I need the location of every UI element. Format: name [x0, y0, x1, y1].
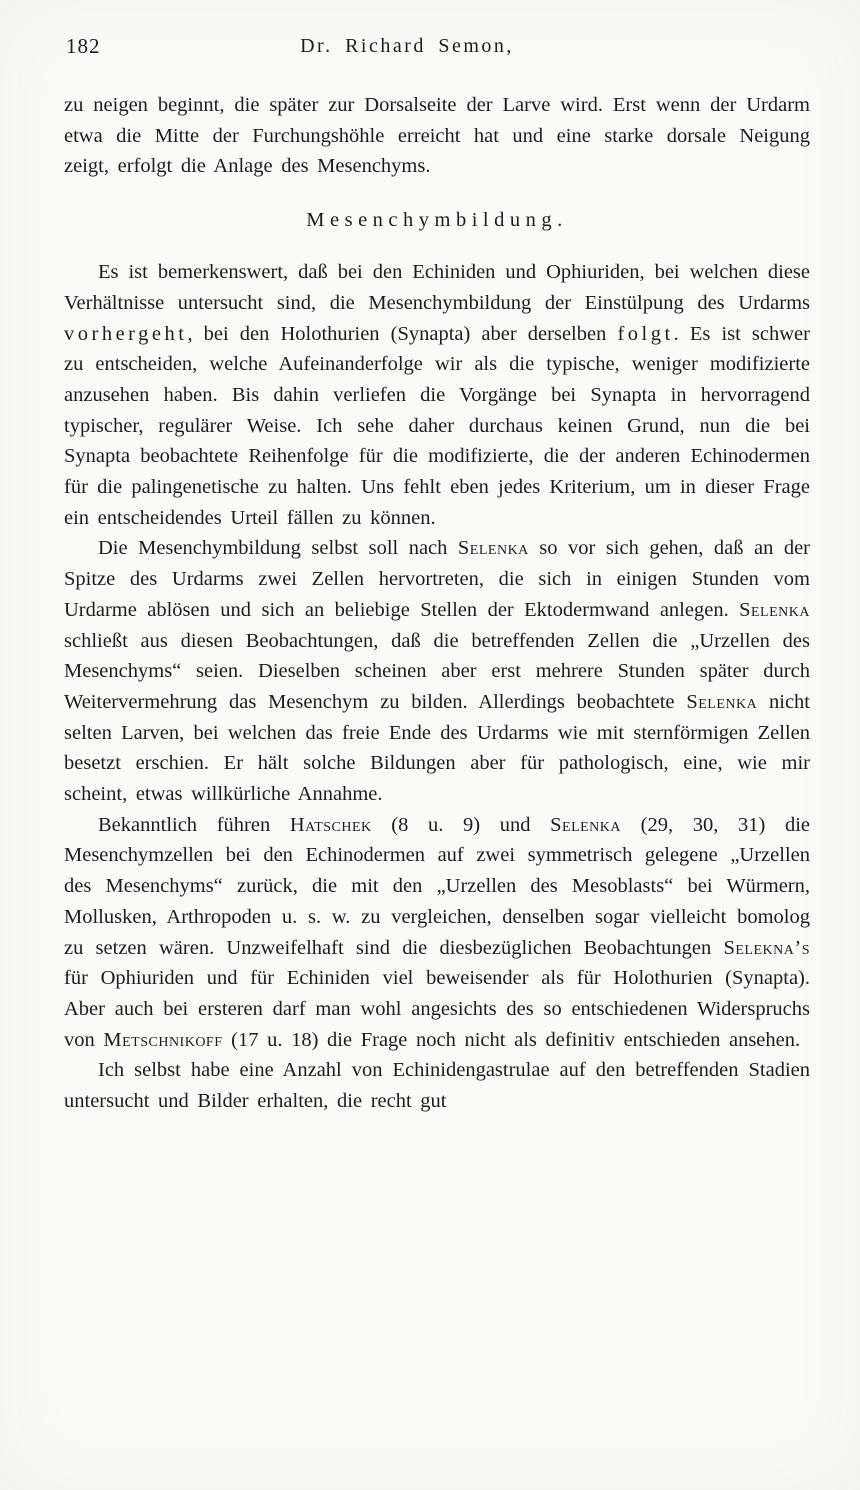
- paragraph-3: [64, 533, 810, 809]
- paragraph-4: [64, 810, 810, 1056]
- text-run: zu neigen beginnt, die später zur Dorsalseite der Larve wird. Erst wenn der Urdarm etwa die Mitte der Furchungshöhle erreicht hat und eine starke dorsale Neigung zeigt, erfolgt die Anlage des Mesenchyms.: [64, 94, 810, 178]
- text-run: Bekanntlich führen: [98, 813, 290, 836]
- running-header: [64, 34, 810, 66]
- text-run-sc: Selekna’s: [723, 936, 810, 959]
- text-run-spaced: vorhergeht: [64, 322, 188, 345]
- page-number: 182: [66, 34, 101, 58]
- text-run: schließt aus diesen Beobachtungen, daß die betreffenden Zellen die „Urzellen des Mesenchyms“ seien. Dieselben scheinen aber erst mehrere Stunden später durch Weitervermehrung das Mesenchym zu bilden. Allerdings beobachtete: [64, 629, 810, 713]
- text-run-sc: Selenka: [550, 813, 622, 836]
- text-run-sc: Selenka: [739, 598, 810, 621]
- text-run: Es ist bemerkenswert, daß bei den Echiniden und Ophiuriden, bei welchen diese Verhältnisse untersucht sind, die Mesenchymbildung der Einstülpung des Urdarms: [64, 261, 810, 314]
- text-run: . Es ist schwer zu entscheiden, welche Aufeinanderfolge wir als die typische, weniger modifizierte anzusehen haben. Bis dahin verliefen die Vorgänge bei Synapta in hervorragend typischer, regulärer Weise. Ich sehe daher durchaus keinen Grund, nun die bei Synapta beobachtete Reihenfolge für die modifizierte, die der anderen Echinodermen für die palingenetische zu halten. Uns fehlt eben jedes Kriterium, um in dieser Frage ein entscheidendes Urteil fällen zu können.: [64, 322, 810, 529]
- text-run: (29, 30, 31) die Mesenchymzellen bei den Echinodermen auf zwei symmetrisch gelegene „Urzellen des Mesenchyms“ zurück, die mit den „Urzellen des Mesoblasts“ bei Würmern, Mollusken, Arthropoden u. s. w. zu vergleichen, denselben sogar vielleicht bomolog zu setzen wären. Unzweifelhaft sind die diesbezüglichen Beobachtungen: [64, 813, 811, 959]
- text-run: so vor sich gehen, daß an der Spitze des Urdarms zwei Zellen hervortreten, die sich in einigen Stunden vom Urdarme ablösen und sich an beliebige Stellen der Ektodermwand anlegen.: [64, 537, 810, 621]
- text-run: Ich selbst habe eine Anzahl von Echinidengastrulae auf den betreffenden Stadien untersucht und Bilder erhalten, die recht gut: [64, 1059, 810, 1113]
- text-run-sc: Hatschek: [289, 813, 372, 836]
- running-title: Dr. Richard Semon,: [300, 35, 514, 57]
- text-run: Die Mesenchymbildung selbst soll nach: [98, 537, 458, 560]
- text-run-spaced: folgt: [617, 322, 674, 345]
- text-run: (8 u. 9) und: [371, 813, 551, 836]
- text-run: , bei den Holothurien (Synapta) aber derselben: [187, 322, 618, 345]
- text-run-sc: Selenka: [457, 537, 529, 560]
- text-run-sc: Selenka: [686, 690, 758, 713]
- paragraph-5: [64, 1055, 810, 1116]
- section-heading: Mesenchymbildung.: [306, 209, 568, 232]
- text-run: (17 u. 18) die Frage noch nicht als definitiv entschieden ansehen.: [222, 1028, 801, 1051]
- page-body: [64, 90, 810, 1117]
- paragraph-2: [64, 257, 810, 533]
- paragraph-continuation: [64, 90, 810, 182]
- text-run: für Ophiuriden und für Echiniden viel beweisender als für Holothurien (Synapta). Aber auch bei ersteren darf man wohl angesichts des so entschiedenen Widerspruchs von: [64, 967, 810, 1051]
- text-run-sc: Metschnikoff: [103, 1028, 223, 1051]
- text-run: nicht selten Larven, bei welchen das freie Ende des Urdarms wie mit sternförmigen Zellen besetzt erschien. Er hält solche Bildungen aber für pathologisch, eine, wie mir scheint, etwas willkürliche Annahme.: [64, 690, 810, 806]
